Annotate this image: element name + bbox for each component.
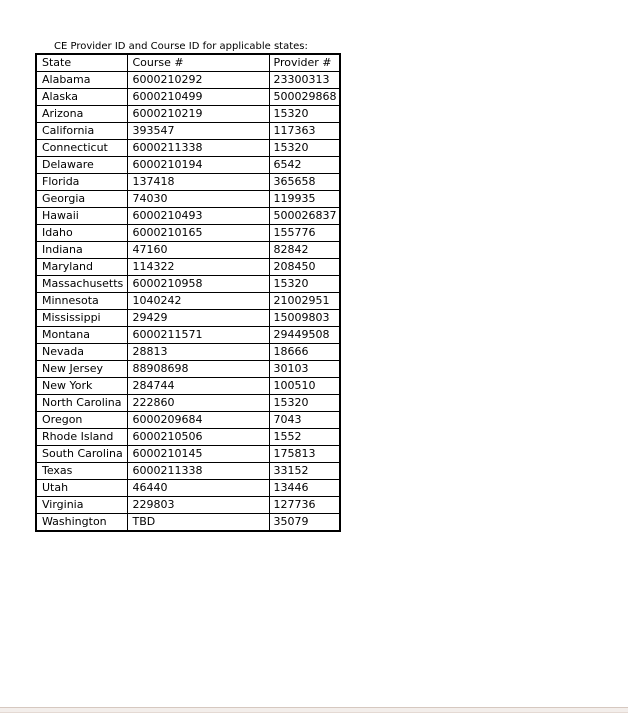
cell-state: Delaware <box>36 157 127 174</box>
table-row <box>36 208 340 225</box>
cell-course: 6000211338 <box>127 140 269 157</box>
page-title: CE Provider ID and Course ID for applicable states: <box>54 41 308 52</box>
table-row <box>36 140 340 157</box>
cell-provider: 119935 <box>269 191 340 208</box>
cell-provider: 21002951 <box>269 293 340 310</box>
table-row <box>36 361 340 378</box>
cell-provider: 29449508 <box>269 327 340 344</box>
cell-provider: 30103 <box>269 361 340 378</box>
cell-state: Hawaii <box>36 208 127 225</box>
cell-course: 6000210506 <box>127 429 269 446</box>
cell-state: Rhode Island <box>36 429 127 446</box>
table-row <box>36 412 340 429</box>
cell-course: 229803 <box>127 497 269 514</box>
cell-state: Alaska <box>36 89 127 106</box>
cell-state: Mississippi <box>36 310 127 327</box>
cell-provider: 175813 <box>269 446 340 463</box>
header-provider: Provider # <box>269 54 340 72</box>
cell-course: 47160 <box>127 242 269 259</box>
cell-provider: 7043 <box>269 412 340 429</box>
cell-course: 6000210145 <box>127 446 269 463</box>
cell-provider: 15320 <box>269 276 340 293</box>
cell-provider: 18666 <box>269 344 340 361</box>
cell-course: 46440 <box>127 480 269 497</box>
table-row <box>36 446 340 463</box>
cell-provider: 15320 <box>269 140 340 157</box>
cell-provider: 500029868 <box>269 89 340 106</box>
table-row <box>36 89 340 106</box>
cell-provider: 6542 <box>269 157 340 174</box>
table-row <box>36 395 340 412</box>
table-row <box>36 514 340 532</box>
cell-course: 137418 <box>127 174 269 191</box>
cell-state: Connecticut <box>36 140 127 157</box>
cell-state: Massachusetts <box>36 276 127 293</box>
cell-provider: 117363 <box>269 123 340 140</box>
cell-provider: 365658 <box>269 174 340 191</box>
cell-course: 222860 <box>127 395 269 412</box>
header-state: State <box>36 54 127 72</box>
cell-course: 6000210292 <box>127 72 269 89</box>
table-header-row <box>36 54 340 72</box>
cell-provider: 500026837 <box>269 208 340 225</box>
table-row <box>36 378 340 395</box>
table-row <box>36 429 340 446</box>
cell-state: Alabama <box>36 72 127 89</box>
cell-course: TBD <box>127 514 269 532</box>
cell-state: Montana <box>36 327 127 344</box>
cell-provider: 15009803 <box>269 310 340 327</box>
cell-state: Indiana <box>36 242 127 259</box>
table-row <box>36 497 340 514</box>
cell-course: 114322 <box>127 259 269 276</box>
table-row <box>36 327 340 344</box>
table-row <box>36 191 340 208</box>
cell-state: Maryland <box>36 259 127 276</box>
cell-provider: 208450 <box>269 259 340 276</box>
cell-state: Texas <box>36 463 127 480</box>
table-row <box>36 106 340 123</box>
cell-provider: 15320 <box>269 106 340 123</box>
cell-provider: 127736 <box>269 497 340 514</box>
table-row <box>36 480 340 497</box>
cell-course: 6000211571 <box>127 327 269 344</box>
cell-state: Virginia <box>36 497 127 514</box>
table-row <box>36 310 340 327</box>
cell-state: California <box>36 123 127 140</box>
cell-state: Nevada <box>36 344 127 361</box>
cell-provider: 13446 <box>269 480 340 497</box>
cell-provider: 1552 <box>269 429 340 446</box>
cell-course: 6000209684 <box>127 412 269 429</box>
cell-course: 88908698 <box>127 361 269 378</box>
header-course: Course # <box>127 54 269 72</box>
cell-state: Florida <box>36 174 127 191</box>
cell-state: Arizona <box>36 106 127 123</box>
cell-course: 28813 <box>127 344 269 361</box>
table-row <box>36 242 340 259</box>
cell-state: New York <box>36 378 127 395</box>
cell-state: South Carolina <box>36 446 127 463</box>
cell-course: 6000210958 <box>127 276 269 293</box>
table-row <box>36 157 340 174</box>
cell-course: 6000210165 <box>127 225 269 242</box>
table-row <box>36 174 340 191</box>
table-body <box>36 54 340 531</box>
provider-course-table <box>35 53 341 532</box>
cell-course: 6000210219 <box>127 106 269 123</box>
cell-course: 393547 <box>127 123 269 140</box>
cell-state: Utah <box>36 480 127 497</box>
cell-provider: 23300313 <box>269 72 340 89</box>
cell-state: Idaho <box>36 225 127 242</box>
cell-course: 1040242 <box>127 293 269 310</box>
cell-state: New Jersey <box>36 361 127 378</box>
cell-course: 29429 <box>127 310 269 327</box>
cell-provider: 100510 <box>269 378 340 395</box>
table-row <box>36 293 340 310</box>
cell-course: 284744 <box>127 378 269 395</box>
cell-state: Georgia <box>36 191 127 208</box>
cell-state: Oregon <box>36 412 127 429</box>
cell-state: Washington <box>36 514 127 532</box>
table-row <box>36 72 340 89</box>
cell-course: 6000211338 <box>127 463 269 480</box>
cell-provider: 82842 <box>269 242 340 259</box>
cell-provider: 155776 <box>269 225 340 242</box>
cell-course: 74030 <box>127 191 269 208</box>
table-row <box>36 276 340 293</box>
cell-course: 6000210499 <box>127 89 269 106</box>
table-row <box>36 225 340 242</box>
cell-course: 6000210194 <box>127 157 269 174</box>
table-row <box>36 463 340 480</box>
cell-state: Minnesota <box>36 293 127 310</box>
table-row <box>36 123 340 140</box>
cell-provider: 33152 <box>269 463 340 480</box>
cell-state: North Carolina <box>36 395 127 412</box>
cell-course: 6000210493 <box>127 208 269 225</box>
cell-provider: 15320 <box>269 395 340 412</box>
page-bottom-border <box>0 707 628 713</box>
cell-provider: 35079 <box>269 514 340 532</box>
table-row <box>36 259 340 276</box>
table-row <box>36 344 340 361</box>
